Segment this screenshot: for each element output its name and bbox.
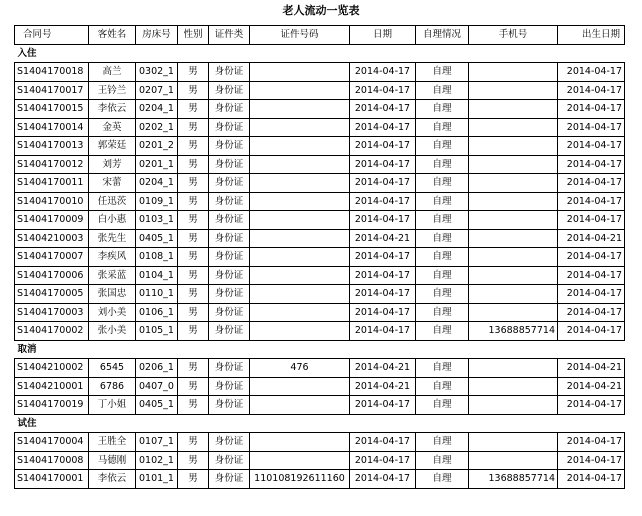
cell-id-number <box>250 396 350 415</box>
cell-self-care: 自理 <box>416 63 469 82</box>
cell-date: 2014-04-17 <box>350 137 416 156</box>
cell-date: 2014-04-17 <box>350 211 416 230</box>
cell-sex: 男 <box>178 174 209 193</box>
header-mobile: 手机号 <box>469 26 558 45</box>
cell-room-bed: 0108_1 <box>136 248 178 267</box>
cell-id-number <box>250 303 350 322</box>
cell-id-number <box>250 266 350 285</box>
cell-date: 2014-04-17 <box>350 396 416 415</box>
cell-mobile <box>469 81 558 100</box>
cell-id-number: 476 <box>250 359 350 378</box>
table-row <box>15 303 625 322</box>
table-row <box>15 433 625 452</box>
cell-id-type: 身份证 <box>209 285 250 304</box>
cell-guest-name: 任迅茨 <box>89 192 136 211</box>
cell-birth-date: 2014-04-17 <box>558 211 625 230</box>
cell-mobile <box>469 451 558 470</box>
cell-mobile <box>469 303 558 322</box>
cell-birth-date: 2014-04-21 <box>558 229 625 248</box>
cell-id-number <box>250 285 350 304</box>
cell-birth-date: 2014-04-17 <box>558 322 625 341</box>
cell-contract-no: S1404170008 <box>15 451 89 470</box>
section-label: 取消 <box>15 340 625 359</box>
cell-contract-no: S1404170014 <box>15 118 89 137</box>
cell-birth-date: 2014-04-17 <box>558 396 625 415</box>
cell-sex: 男 <box>178 100 209 119</box>
cell-self-care: 自理 <box>416 377 469 396</box>
cell-mobile <box>469 63 558 82</box>
cell-birth-date: 2014-04-17 <box>558 285 625 304</box>
table-row <box>15 322 625 341</box>
cell-sex: 男 <box>178 137 209 156</box>
cell-contract-no: S1404170019 <box>15 396 89 415</box>
cell-self-care: 自理 <box>416 211 469 230</box>
cell-date: 2014-04-17 <box>350 174 416 193</box>
cell-date: 2014-04-17 <box>350 118 416 137</box>
cell-room-bed: 0201_2 <box>136 137 178 156</box>
section-label: 试住 <box>15 414 625 433</box>
cell-id-type: 身份证 <box>209 303 250 322</box>
cell-contract-no: S1404170013 <box>15 137 89 156</box>
cell-self-care: 自理 <box>416 100 469 119</box>
cell-contract-no: S1404170002 <box>15 322 89 341</box>
cell-sex: 男 <box>178 192 209 211</box>
table-row <box>15 470 625 489</box>
cell-sex: 男 <box>178 470 209 489</box>
cell-id-type: 身份证 <box>209 396 250 415</box>
cell-date: 2014-04-17 <box>350 100 416 119</box>
cell-mobile <box>469 192 558 211</box>
cell-sex: 男 <box>178 229 209 248</box>
cell-contract-no: S1404170007 <box>15 248 89 267</box>
table-row <box>15 229 625 248</box>
cell-self-care: 自理 <box>416 451 469 470</box>
cell-birth-date: 2014-04-17 <box>558 451 625 470</box>
cell-self-care: 自理 <box>416 285 469 304</box>
header-id-number: 证件号码 <box>250 26 350 45</box>
cell-room-bed: 0106_1 <box>136 303 178 322</box>
cell-room-bed: 0207_1 <box>136 81 178 100</box>
table-row <box>15 248 625 267</box>
cell-mobile <box>469 266 558 285</box>
cell-id-type: 身份证 <box>209 229 250 248</box>
cell-mobile <box>469 433 558 452</box>
cell-room-bed: 0204_1 <box>136 100 178 119</box>
cell-sex: 男 <box>178 359 209 378</box>
cell-self-care: 自理 <box>416 303 469 322</box>
header-date: 日期 <box>350 26 416 45</box>
cell-id-number <box>250 322 350 341</box>
cell-self-care: 自理 <box>416 266 469 285</box>
cell-mobile: 13688857714 <box>469 322 558 341</box>
cell-sex: 男 <box>178 211 209 230</box>
cell-id-number <box>250 81 350 100</box>
cell-id-type: 身份证 <box>209 377 250 396</box>
resident-movement-table <box>14 25 625 489</box>
cell-birth-date: 2014-04-17 <box>558 248 625 267</box>
cell-id-number <box>250 433 350 452</box>
cell-date: 2014-04-17 <box>350 322 416 341</box>
cell-birth-date: 2014-04-17 <box>558 63 625 82</box>
header-contract-no: 合同号 <box>15 26 89 45</box>
table-row <box>15 100 625 119</box>
cell-room-bed: 0104_1 <box>136 266 178 285</box>
cell-date: 2014-04-21 <box>350 377 416 396</box>
cell-id-type: 身份证 <box>209 118 250 137</box>
cell-birth-date: 2014-04-17 <box>558 266 625 285</box>
cell-room-bed: 0204_1 <box>136 174 178 193</box>
cell-contract-no: S1404170009 <box>15 211 89 230</box>
cell-date: 2014-04-17 <box>350 470 416 489</box>
table-row <box>15 118 625 137</box>
cell-date: 2014-04-17 <box>350 192 416 211</box>
cell-id-type: 身份证 <box>209 155 250 174</box>
table-row <box>15 266 625 285</box>
cell-id-number <box>250 229 350 248</box>
cell-room-bed: 0405_1 <box>136 396 178 415</box>
section-header-row <box>15 44 625 63</box>
cell-id-type: 身份证 <box>209 451 250 470</box>
cell-contract-no: S1404210001 <box>15 377 89 396</box>
cell-birth-date: 2014-04-21 <box>558 377 625 396</box>
table-row <box>15 174 625 193</box>
cell-date: 2014-04-17 <box>350 433 416 452</box>
cell-id-number <box>250 118 350 137</box>
cell-birth-date: 2014-04-21 <box>558 359 625 378</box>
table-row <box>15 451 625 470</box>
cell-contract-no: S1404170018 <box>15 63 89 82</box>
cell-sex: 男 <box>178 303 209 322</box>
cell-self-care: 自理 <box>416 396 469 415</box>
cell-id-number <box>250 137 350 156</box>
table-row <box>15 396 625 415</box>
cell-birth-date: 2014-04-17 <box>558 100 625 119</box>
cell-self-care: 自理 <box>416 359 469 378</box>
cell-guest-name: 张先生 <box>89 229 136 248</box>
cell-guest-name: 高兰 <box>89 63 136 82</box>
header-guest-name: 客姓名 <box>89 26 136 45</box>
cell-guest-name: 刘小美 <box>89 303 136 322</box>
table-row <box>15 285 625 304</box>
cell-self-care: 自理 <box>416 81 469 100</box>
cell-sex: 男 <box>178 118 209 137</box>
report-title: 老人流动一览表 <box>282 4 360 17</box>
cell-sex: 男 <box>178 81 209 100</box>
cell-self-care: 自理 <box>416 433 469 452</box>
cell-room-bed: 0405_1 <box>136 229 178 248</box>
cell-mobile <box>469 118 558 137</box>
cell-contract-no: S1404170012 <box>15 155 89 174</box>
cell-date: 2014-04-17 <box>350 266 416 285</box>
table-row <box>15 192 625 211</box>
cell-id-number: 110108192611160 <box>250 470 350 489</box>
cell-birth-date: 2014-04-17 <box>558 137 625 156</box>
cell-mobile <box>469 100 558 119</box>
cell-birth-date: 2014-04-17 <box>558 118 625 137</box>
cell-id-number <box>250 377 350 396</box>
cell-sex: 男 <box>178 433 209 452</box>
cell-room-bed: 0202_1 <box>136 118 178 137</box>
cell-date: 2014-04-17 <box>350 155 416 174</box>
cell-id-type: 身份证 <box>209 248 250 267</box>
cell-room-bed: 0103_1 <box>136 211 178 230</box>
cell-id-type: 身份证 <box>209 211 250 230</box>
cell-id-type: 身份证 <box>209 137 250 156</box>
cell-sex: 男 <box>178 396 209 415</box>
cell-id-type: 身份证 <box>209 192 250 211</box>
cell-date: 2014-04-17 <box>350 303 416 322</box>
cell-self-care: 自理 <box>416 248 469 267</box>
cell-id-type: 身份证 <box>209 63 250 82</box>
cell-id-type: 身份证 <box>209 322 250 341</box>
cell-guest-name: 白小惠 <box>89 211 136 230</box>
table-row <box>15 81 625 100</box>
cell-id-number <box>250 192 350 211</box>
table-row <box>15 211 625 230</box>
cell-guest-name: 王钤兰 <box>89 81 136 100</box>
cell-room-bed: 0101_1 <box>136 470 178 489</box>
table-row <box>15 137 625 156</box>
cell-self-care: 自理 <box>416 155 469 174</box>
cell-self-care: 自理 <box>416 192 469 211</box>
cell-room-bed: 0302_1 <box>136 63 178 82</box>
header-self-care: 自理情况 <box>416 26 469 45</box>
cell-guest-name: 张采蓝 <box>89 266 136 285</box>
table-header-row <box>15 26 625 45</box>
cell-birth-date: 2014-04-17 <box>558 303 625 322</box>
cell-birth-date: 2014-04-17 <box>558 470 625 489</box>
cell-mobile <box>469 359 558 378</box>
cell-guest-name: 刘芳 <box>89 155 136 174</box>
table-row <box>15 155 625 174</box>
cell-date: 2014-04-21 <box>350 229 416 248</box>
cell-birth-date: 2014-04-17 <box>558 192 625 211</box>
cell-id-type: 身份证 <box>209 100 250 119</box>
cell-date: 2014-04-17 <box>350 81 416 100</box>
cell-id-type: 身份证 <box>209 359 250 378</box>
cell-contract-no: S1404170001 <box>15 470 89 489</box>
cell-date: 2014-04-17 <box>350 451 416 470</box>
cell-room-bed: 0102_1 <box>136 451 178 470</box>
cell-mobile <box>469 229 558 248</box>
cell-mobile <box>469 137 558 156</box>
cell-guest-name: 张小美 <box>89 322 136 341</box>
cell-date: 2014-04-17 <box>350 248 416 267</box>
cell-id-number <box>250 100 350 119</box>
cell-guest-name: 李依云 <box>89 470 136 489</box>
cell-mobile <box>469 285 558 304</box>
table-row <box>15 63 625 82</box>
cell-mobile <box>469 155 558 174</box>
cell-mobile <box>469 174 558 193</box>
cell-guest-name: 6545 <box>89 359 136 378</box>
cell-guest-name: 王胜全 <box>89 433 136 452</box>
cell-contract-no: S1404170010 <box>15 192 89 211</box>
section-header-row <box>15 414 625 433</box>
cell-room-bed: 0109_1 <box>136 192 178 211</box>
cell-mobile <box>469 211 558 230</box>
cell-contract-no: S1404170006 <box>15 266 89 285</box>
cell-date: 2014-04-17 <box>350 285 416 304</box>
cell-id-number <box>250 174 350 193</box>
cell-contract-no: S1404170004 <box>15 433 89 452</box>
cell-room-bed: 0201_1 <box>136 155 178 174</box>
cell-guest-name: 李依云 <box>89 100 136 119</box>
cell-id-number <box>250 451 350 470</box>
section-label: 入住 <box>15 44 625 63</box>
table-body <box>15 44 625 488</box>
cell-self-care: 自理 <box>416 470 469 489</box>
cell-sex: 男 <box>178 451 209 470</box>
cell-contract-no: S1404210002 <box>15 359 89 378</box>
cell-self-care: 自理 <box>416 174 469 193</box>
cell-birth-date: 2014-04-17 <box>558 81 625 100</box>
cell-id-type: 身份证 <box>209 433 250 452</box>
cell-guest-name: 李疾风 <box>89 248 136 267</box>
cell-mobile <box>469 396 558 415</box>
header-sex: 性别 <box>178 26 209 45</box>
cell-guest-name: 张国忠 <box>89 285 136 304</box>
cell-birth-date: 2014-04-17 <box>558 155 625 174</box>
cell-date: 2014-04-17 <box>350 63 416 82</box>
cell-guest-name: 宋蕾 <box>89 174 136 193</box>
cell-room-bed: 0107_1 <box>136 433 178 452</box>
cell-self-care: 自理 <box>416 137 469 156</box>
header-id-type: 证件类 <box>209 26 250 45</box>
cell-sex: 男 <box>178 155 209 174</box>
cell-self-care: 自理 <box>416 118 469 137</box>
cell-sex: 男 <box>178 285 209 304</box>
table-row <box>15 359 625 378</box>
cell-self-care: 自理 <box>416 229 469 248</box>
cell-contract-no: S1404170003 <box>15 303 89 322</box>
header-room-bed: 房床号 <box>136 26 178 45</box>
cell-mobile: 13688857714 <box>469 470 558 489</box>
cell-room-bed: 0407_0 <box>136 377 178 396</box>
cell-birth-date: 2014-04-17 <box>558 433 625 452</box>
cell-guest-name: 马德刚 <box>89 451 136 470</box>
cell-room-bed: 0206_1 <box>136 359 178 378</box>
cell-contract-no: S1404210003 <box>15 229 89 248</box>
cell-id-type: 身份证 <box>209 470 250 489</box>
cell-id-number <box>250 63 350 82</box>
cell-sex: 男 <box>178 377 209 396</box>
cell-id-type: 身份证 <box>209 81 250 100</box>
cell-id-type: 身份证 <box>209 266 250 285</box>
cell-mobile <box>469 248 558 267</box>
cell-room-bed: 0105_1 <box>136 322 178 341</box>
cell-birth-date: 2014-04-17 <box>558 174 625 193</box>
cell-contract-no: S1404170017 <box>15 81 89 100</box>
cell-room-bed: 0110_1 <box>136 285 178 304</box>
table-row <box>15 377 625 396</box>
cell-self-care: 自理 <box>416 322 469 341</box>
cell-id-number <box>250 155 350 174</box>
cell-contract-no: S1404170015 <box>15 100 89 119</box>
cell-sex: 男 <box>178 266 209 285</box>
cell-guest-name: 丁小姐 <box>89 396 136 415</box>
cell-sex: 男 <box>178 322 209 341</box>
cell-id-number <box>250 211 350 230</box>
cell-contract-no: S1404170011 <box>15 174 89 193</box>
cell-guest-name: 金英 <box>89 118 136 137</box>
cell-id-type: 身份证 <box>209 174 250 193</box>
header-birth-date: 出生日期 <box>558 26 625 45</box>
cell-sex: 男 <box>178 248 209 267</box>
section-header-row <box>15 340 625 359</box>
cell-guest-name: 6786 <box>89 377 136 396</box>
cell-guest-name: 郭荣廷 <box>89 137 136 156</box>
cell-mobile <box>469 377 558 396</box>
cell-date: 2014-04-21 <box>350 359 416 378</box>
cell-contract-no: S1404170005 <box>15 285 89 304</box>
cell-id-number <box>250 248 350 267</box>
cell-sex: 男 <box>178 63 209 82</box>
